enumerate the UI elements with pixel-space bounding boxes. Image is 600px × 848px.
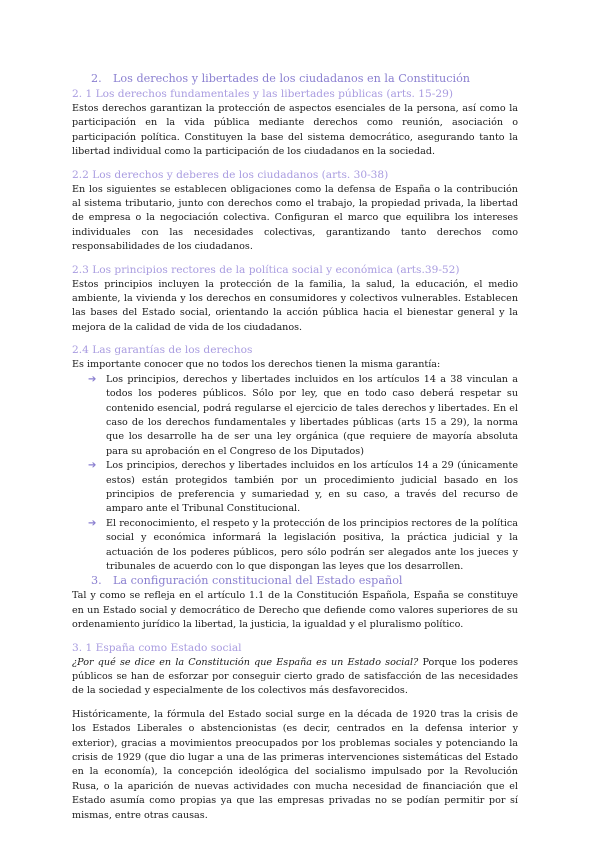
paragraph-2-4-intro: Es importante conocer que no todos los derechos tienen la misma garantía: — [72, 359, 441, 371]
paragraph-2-2: En los siguientes se establecen obligaciones como la defensa de España o la contribución al sistema tributario, junto con derechos como el trabajo, la propiedad privada, la libertad de empresa o la negociación colectiva. Configuran el marco que equilibra los intereses individuales con las necesidades colectivas, garantizando tanto derechos como responsabilidades de los ciudadanos. — [72, 183, 518, 253]
section-2-title — [72, 72, 518, 86]
paragraph-3-intro: Tal y como se refleja en el artículo 1.1 de la Constitución Española, España se constituye en un Estado social y democrático de Derecho que defiende como valores superiores de su ordenamiento jurídico la libertad, la justicia, la igualdad y el pluralismo político. — [72, 590, 518, 631]
paragraph-2-3: Estos principios incluyen la protección de la familia, la salud, la educación, el medio ambiente, la vivienda y los derechos en consumidores y colectivos vulnerables. Establecen las bases del Estado social, orientando la acción pública hacia el bienestar general y la mejora de la calidad de vida de los ciudadanos. — [72, 278, 518, 333]
heading-2-1: 2. 1 Los derechos fundamentales y las libertades públicas (arts. 15-29) — [72, 88, 453, 100]
paragraph-3-1-history: Históricamente, la fórmula del Estado social surge en la década de 1920 tras la crisis de los Estados Liberales o abstencionistas (es decir, centrados en la defensa interior y exterior), gracias a movimientos preocupados por los problemas sociales y potenciando la crisis de 1929 (que dio lugar a una de las primeras intervenciones sistemáticas del Estado en la economía), la concepción ideológica del socialismo impulsado por la Revolución Rusa, o la aparición de nuevas actividades con mucha necesidad de financiación que el Estado asumía como propias ya que las empresas privadas no se podían permitir por sí mismas, entre otras causas. — [72, 708, 518, 821]
guarantees-list — [72, 373, 518, 575]
heading-2-2: 2.2 Los derechos y deberes de los ciudadanos (arts. 30-38) — [72, 168, 389, 181]
heading-3-1: 3. 1 España como Estado social — [72, 641, 242, 654]
section-2-number: 2. — [91, 72, 102, 85]
list-item: ➔ Los principios, derechos y libertades incluidos en los artículos 14 a 38 vinculan a todos los poderes públicos. Sólo por ley, que en todo caso deberá respetar su contenido esencial, podrá regularse el ejercicio de tales derechos y libertades. En el caso de los derechos fundamentales y libertades públicas (arts 15 a 29), la norma que los desarrolle ha de ser una ley orgánica (que requiere de mayoría absoluta para su aprobación en el Congreso de los Diputados) — [88, 373, 518, 457]
answer-text: Porque los poderes públicos se han de esforzar por conseguir cierto grado de satisfacción de las necesidades de la sociedad y especialmente de los colectivos más desfavorecidos. — [72, 656, 518, 697]
section-3-title-text: La configuración constitucional del Estado español — [113, 574, 403, 588]
heading-2-3: 2.3 Los principios rectores de la política social y económica (arts.39-52) — [72, 263, 460, 276]
arrow-right-icon: ➔ — [88, 517, 97, 529]
paragraph-3-1 — [72, 656, 518, 699]
section-3-title — [72, 574, 518, 588]
question-text: ¿Por qué se dice en la Constitución que España es un Estado social? — [72, 656, 419, 668]
section-2-title-text: Los derechos y libertades de los ciudadanos en la Constitución — [113, 72, 471, 85]
list-item: ➔ El reconocimiento, el respeto y la protección de los principios rectores de la política social y económica informará la legislación positiva, la práctica judicial y la actuación de los poderes públicos, pero sólo podrán ser alegados ante los jueces y tribunales de acuerdo con lo que dispongan las leyes que los desarrollen. — [88, 517, 518, 572]
list-item: ➔ Los principios, derechos y libertades incluidos en los artículos 14 a 29 (únicamente estos) están protegidos también por un procedimiento judicial basado en los principios de preferencia y sumariedad y, en su caso, a través del recurso de amparo ante el Tribunal Constitucional. — [88, 460, 518, 515]
arrow-right-icon: ➔ — [88, 373, 97, 385]
section-3-number: 3. — [91, 574, 102, 588]
arrow-right-icon: ➔ — [88, 460, 97, 472]
heading-2-4: 2.4 Las garantías de los derechos — [72, 344, 253, 357]
paragraph-2-1: Estos derechos garantizan la protección de aspectos esenciales de la persona, así como la participación en la vida pública mediante derechos como reunión, asociación o participación política. Constituyen la base del sistema democrático, asegurando tanto la libertad individual como la participación de los ciudadanos en la sociedad. — [72, 103, 518, 158]
